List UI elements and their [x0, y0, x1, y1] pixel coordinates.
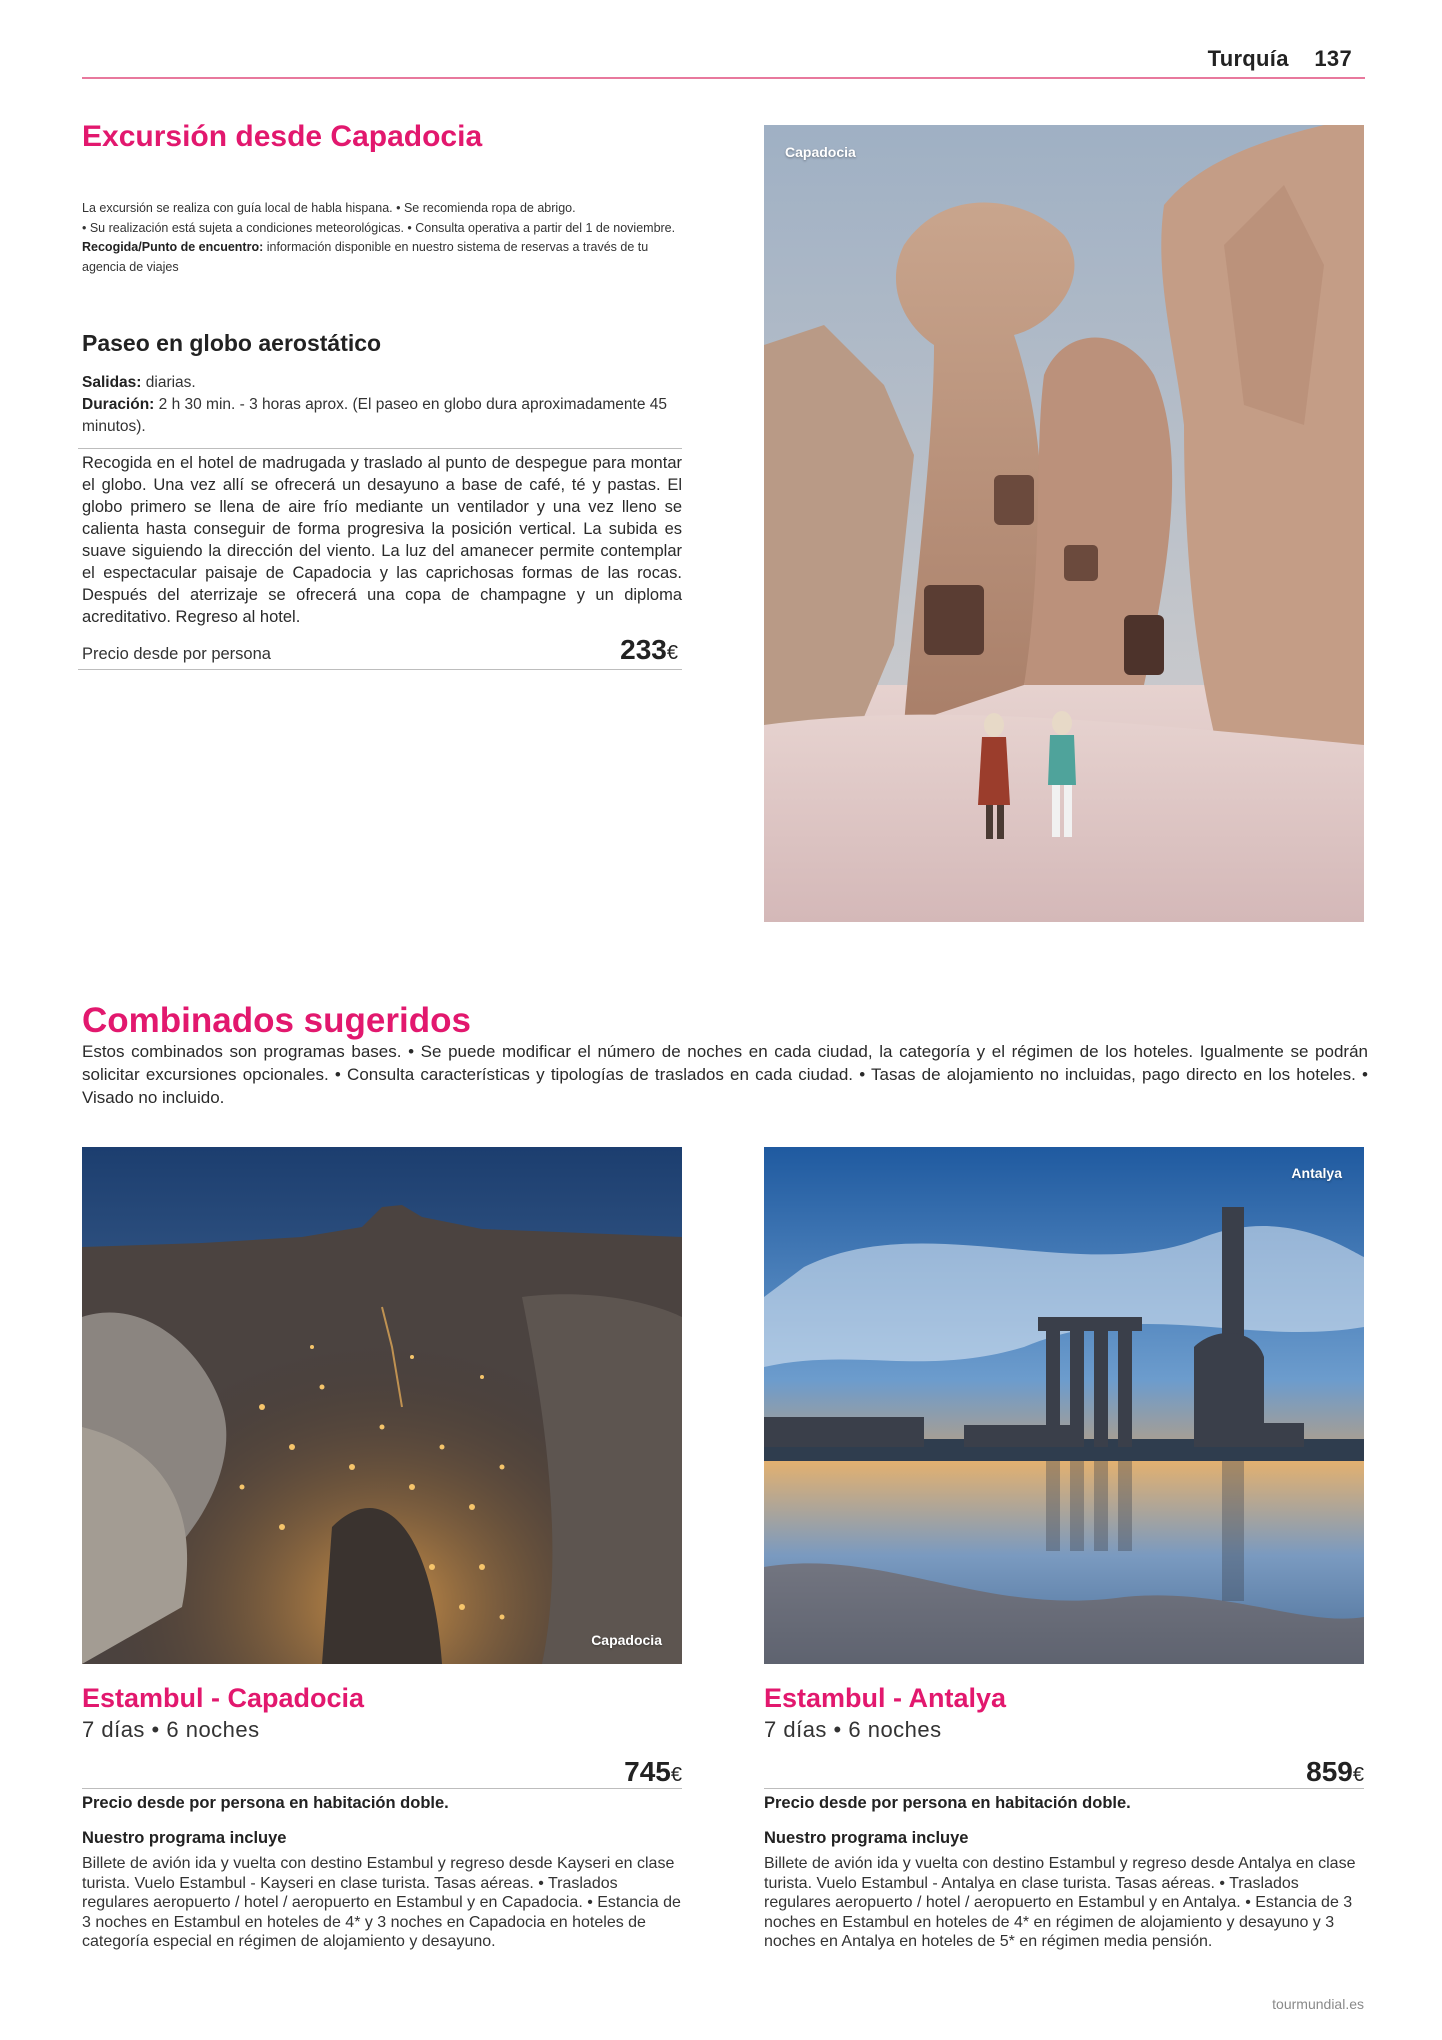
- footer-url[interactable]: tourmundial.es: [1272, 1996, 1364, 2012]
- duracion-value: 2 h 30 min. - 3 horas aprox. (El paseo en globo dura aproximadamente 45 minutos).: [82, 396, 668, 435]
- card-price-currency: €: [1352, 1764, 1364, 1786]
- card-price: [82, 1756, 682, 1788]
- combinados-title: Combinados sugeridos: [82, 1001, 471, 1040]
- tour-title: Paseo en globo aerostático: [82, 330, 382, 356]
- card-price-value: 745: [624, 1756, 671, 1787]
- tour-price-divider: [78, 669, 682, 670]
- tour-meta: [82, 372, 682, 438]
- card-title-estambul-capadocia: Estambul - Capadocia: [82, 1683, 365, 1713]
- card-includes-text: Billete de avión ida y vuelta con destino Estambul y regreso desde Antalya en clase turista. Vuelo Estambul - Antalya en clase turista. Tasas aéreas. • Traslados regulares aeropuerto / hotel / aeropuerto en Estambul y en Antalya. • Estancia de 3 noches en Estambul en hoteles de 4* en régimen de alojamiento y desayuno y 3 noches en Antalya en hoteles de 5* en régimen media pensión.: [764, 1855, 1356, 1950]
- card-includes-text: Billete de avión ida y vuelta con destino Estambul y regreso desde Kayseri en clase turista. Vuelo Estambul - Kayseri en clase turista. Tasas aéreas. • Traslados regulares aeropuerto / hotel / aeropuerto en Estambul y en Capadocia. • Estancia de 3 noches en Estambul en hoteles de 4* y 3 noches en Capadocia en hoteles de categoría especial en régimen de alojamiento y desayuno.: [82, 1855, 681, 1950]
- photo-caption: Antalya: [1291, 1165, 1342, 1181]
- duracion-label: Duración:: [82, 396, 155, 413]
- page-number: 137: [1314, 46, 1352, 71]
- pickup-text: información disponible en nuestro sistema de reservas a través de tu agencia de viajes: [82, 240, 649, 274]
- page-header: [1208, 46, 1352, 72]
- antalya-ruins-photo: [764, 1147, 1364, 1664]
- card-price-label: Precio desde por persona en habitación doble.: [764, 1794, 1131, 1812]
- section-title: Turquía: [1207, 46, 1289, 71]
- pickup-note: [82, 238, 682, 277]
- card-duration: 7 días • 6 noches: [82, 1717, 260, 1742]
- card-price-label: Precio desde por persona en habitación doble.: [82, 1794, 449, 1812]
- card-price: [764, 1756, 1364, 1788]
- card-price-value: 859: [1306, 1756, 1353, 1787]
- photo-caption: Capadocia: [785, 144, 856, 160]
- excursion-note-1: La excursión se realiza con guía local de habla hispana. • Se recomienda ropa de abrigo.: [82, 201, 576, 215]
- tour-divider: [78, 448, 682, 449]
- card-includes-label: Nuestro programa incluye: [764, 1829, 969, 1847]
- tour-price-value: 233: [620, 634, 667, 665]
- pickup-label: Recogida/Punto de encuentro:: [82, 240, 264, 254]
- tour-price-label: Precio desde por persona: [82, 645, 271, 663]
- excursion-notes: [82, 199, 682, 277]
- tour-price: [620, 634, 678, 666]
- capadocia-rock-photo: [764, 125, 1364, 922]
- card-divider: [82, 1788, 682, 1789]
- card-title-estambul-antalya: Estambul - Antalya: [764, 1683, 1007, 1713]
- salidas-value: diarias.: [145, 374, 196, 391]
- photo-caption: Capadocia: [591, 1632, 662, 1648]
- card-duration: 7 días • 6 noches: [764, 1717, 942, 1742]
- duracion-row: [82, 394, 682, 438]
- combinados-intro: Estos combinados son programas bases. • Se puede modificar el número de noches en cada ciudad, la categoría y el régimen de los hoteles. Igualmente se podrán solicitar excursiones opcionales. • Consulta características y tipologías de traslados en cada ciudad. • Tasas de alojamiento no incluidas, pago directo en los hoteles. • Visado no incluido.: [82, 1042, 1368, 1107]
- tour-price-currency: €: [666, 642, 678, 664]
- salidas-label: Salidas:: [82, 374, 142, 391]
- salidas-row: [82, 372, 682, 394]
- card-price-currency: €: [670, 1764, 682, 1786]
- card-includes-label: Nuestro programa incluye: [82, 1829, 287, 1847]
- tour-description: Recogida en el hotel de madrugada y traslado al punto de despegue para montar el globo. Una vez allí se ofrecerá un desayuno a base de café, té y pastas. El globo primero se llena de aire frío mediante un ventilador y una vez lleno se calienta hasta conseguir de forma progresiva la posición vertical. La subida es suave siguiendo la dirección del viento. La luz del amanecer permite contemplar el espectacular paisaje de Capadocia y las caprichosas formas de las rocas. Después del aterrizaje se ofrecerá una copa de champagne y un diploma acreditativo. Regreso al hotel.: [82, 454, 682, 626]
- capadocia-night-photo: [82, 1147, 682, 1664]
- header-divider: [82, 77, 1365, 79]
- excursion-title: Excursión desde Capadocia: [82, 120, 483, 153]
- card-divider: [764, 1788, 1364, 1789]
- tour-price-row: [82, 636, 682, 668]
- excursion-note-2: • Su realización está sujeta a condiciones meteorológicas. • Consulta operativa a partir del 1 de noviembre.: [82, 220, 676, 235]
